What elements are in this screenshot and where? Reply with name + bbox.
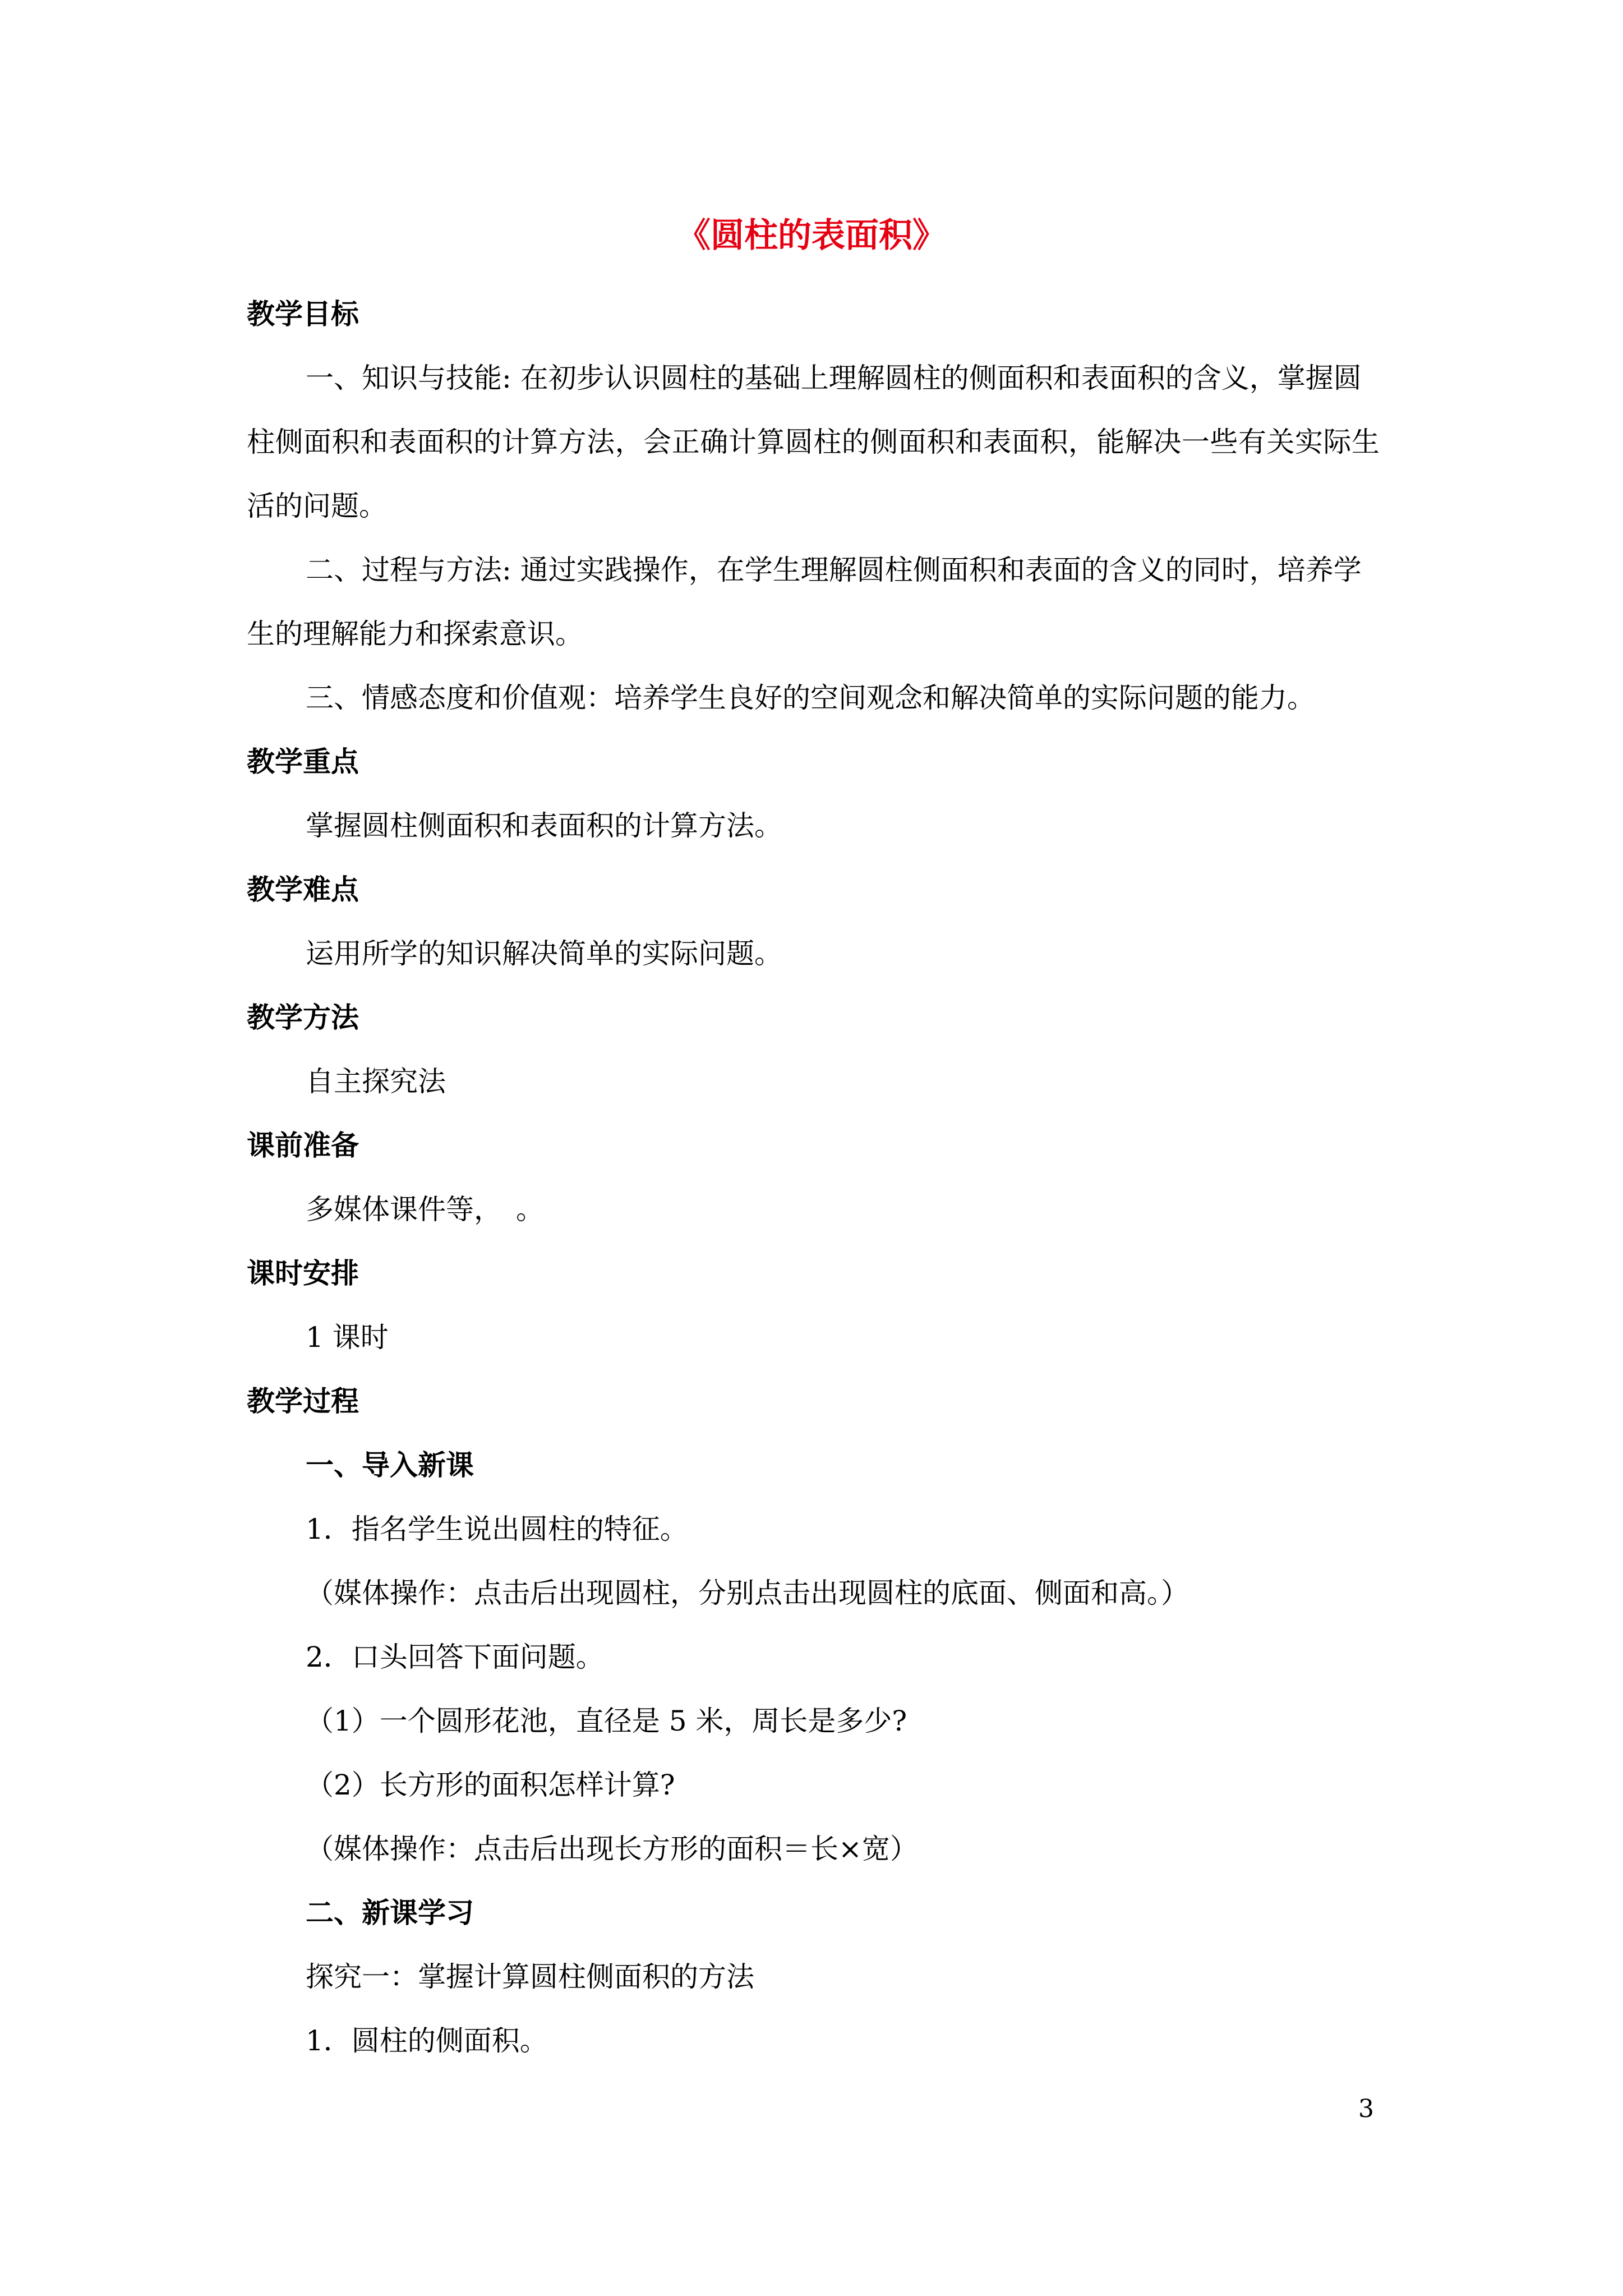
heading-difficulties: 教学难点 [247,873,359,906]
process-paragraph-6: （媒体操作：点击后出现长方形的面积＝长×宽） [306,1833,918,1865]
difficulties-text: 运用所学的知识解决简单的实际问题。 [306,937,782,970]
process-paragraph-4: （1）一个圆形花池，直径是 5 米，周长是多少? [306,1705,907,1737]
process-paragraph-3: 2．口头回答下面问题。 [306,1641,604,1673]
process-paragraph-2: （媒体操作：点击后出现圆柱，分别点击出现圆柱的底面、侧面和高。） [306,1577,1189,1609]
key-points-text: 掌握圆柱侧面积和表面积的计算方法。 [306,809,782,842]
heading-objectives: 教学目标 [247,297,359,330]
heading-key-points: 教学重点 [247,745,359,778]
objective-1-line-2: 柱侧面积和表面积的计算方法，会正确计算圆柱的侧面积和表面积，能解决一些有关实际生 [247,426,1380,458]
objective-2-line-1: 二、过程与方法: 通过实践操作，在学生理解圆柱侧面积和表面的含义的同时，培养学 [306,554,1362,586]
document-title: 《圆柱的表面积》 [677,216,946,255]
objective-3: 三、情感态度和价值观：培养学生良好的空间观念和解决简单的实际问题的能力。 [306,682,1315,714]
heading-methods: 教学方法 [247,1001,359,1034]
objective-1-line-3: 活的问题。 [247,490,387,522]
methods-text: 自主探究法 [306,1065,446,1098]
heading-schedule: 课时安排 [247,1257,359,1290]
schedule-text: 1 课时 [306,1321,389,1354]
objective-2-line-2: 生的理解能力和探索意识。 [247,618,583,650]
process-paragraph-5: （2）长方形的面积怎样计算? [306,1769,675,1801]
heading-process: 教学过程 [247,1384,359,1418]
process-paragraph-8: 1．圆柱的侧面积。 [306,2024,548,2057]
objective-1-line-1: 一、知识与技能: 在初步认识圆柱的基础上理解圆柱的侧面积和表面积的含义，掌握圆 [306,362,1362,394]
preparation-text: 多媒体课件等， 。 [306,1193,544,1226]
process-paragraph-1: 1．指名学生说出圆柱的特征。 [306,1513,688,1545]
process-part-2-heading: 二、新课学习 [306,1896,474,1929]
heading-preparation: 课前准备 [247,1129,359,1162]
process-paragraph-7: 探究一：掌握计算圆柱侧面积的方法 [306,1961,754,1993]
page-number: 3 [1358,2095,1374,2123]
process-part-1-heading: 一、导入新课 [306,1448,474,1481]
